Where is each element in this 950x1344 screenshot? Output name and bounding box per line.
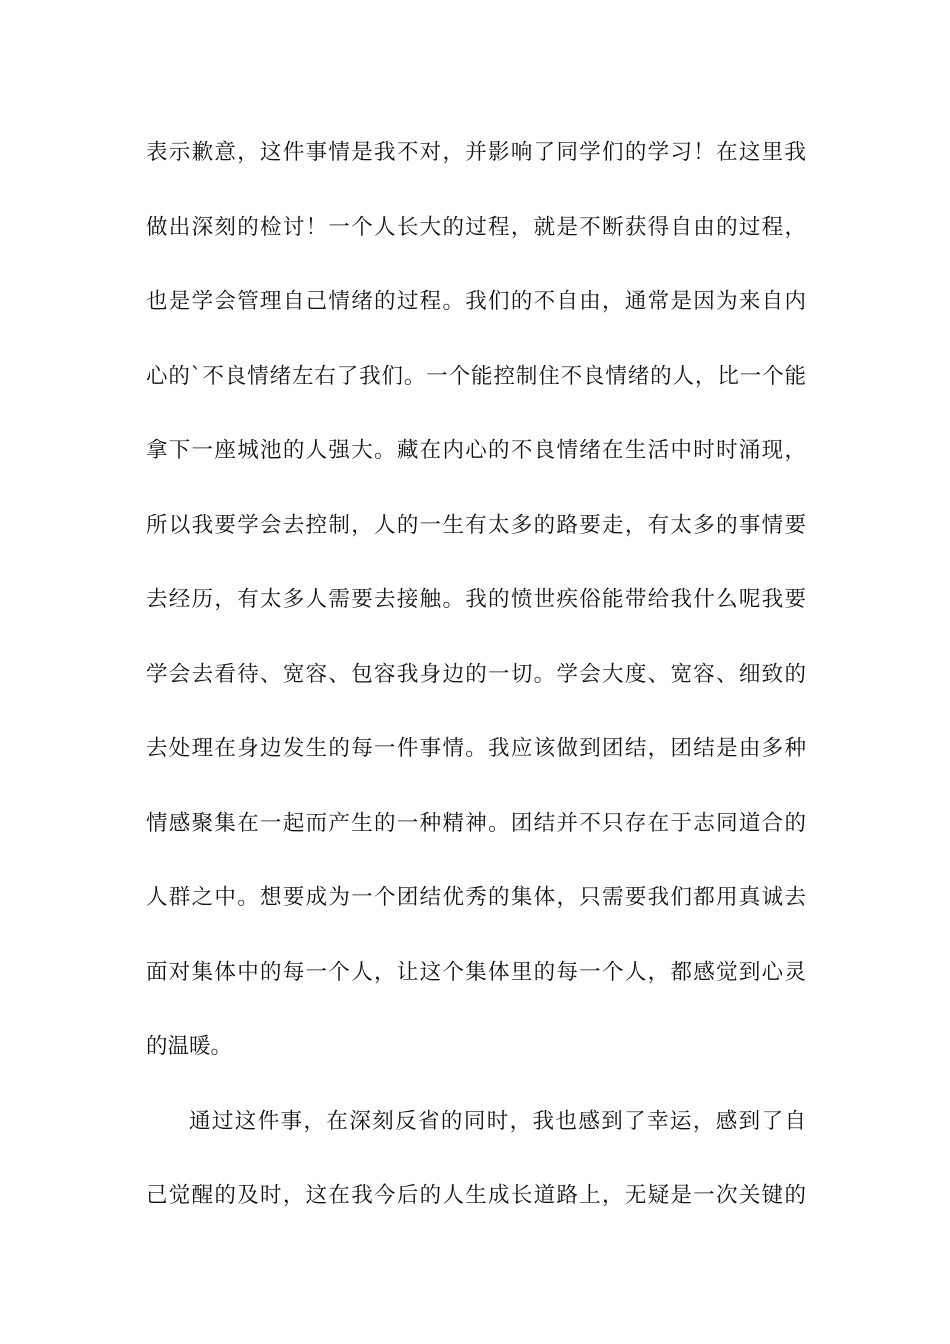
text-line: 心的`不良情绪左右了我们。一个能控制住不良情绪的人，比一个能: [146, 363, 806, 389]
text-line: 拿下一座城池的人强大。藏在内心的不良情绪在生活中时时涌现，: [146, 438, 806, 463]
text-line: 情感聚集在一起而产生的一种精神。团结并不只存在于志同道合的: [146, 810, 806, 836]
paragraph-2: [146, 1103, 806, 1252]
paragraph-1: [146, 134, 806, 1103]
body-text: [146, 134, 806, 1252]
text-line: 学会去看待、宽容、包容我身边的一切。学会大度、宽容、细致的: [146, 661, 806, 687]
text-line: 通过这件事，在深刻反省的同时，我也感到了幸运，感到了自: [189, 1108, 806, 1134]
text-line: 也是学会管理自己情绪的过程。我们的不自由，通常是因为来自内: [146, 289, 806, 314]
text-line: 去经历，有太多人需要去接触。我的愤世疾俗能带给我什么呢我要: [146, 587, 806, 612]
text-line: 人群之中。想要成为一个团结优秀的集体，只需要我们都用真诚去: [146, 885, 806, 910]
text-line: 表示歉意，这件事情是我不对，并影响了同学们的学习！在这里我: [146, 140, 806, 165]
text-line: 做出深刻的检讨！一个人长大的过程，就是不断获得自由的过程，: [146, 214, 806, 240]
text-line: 的温暖。: [146, 1034, 233, 1059]
text-line: 面对集体中的每一个人，让这个集体里的每一个人，都感觉到心灵: [146, 959, 806, 985]
text-line: 去处理在身边发生的每一件事情。我应该做到团结，团结是由多种: [146, 736, 806, 761]
text-line: 己觉醒的及时，这在我今后的人生成长道路上，无疑是一次关键的: [146, 1183, 806, 1208]
text-line: 所以我要学会去控制，人的一生有太多的路要走，有太多的事情要: [146, 512, 806, 538]
